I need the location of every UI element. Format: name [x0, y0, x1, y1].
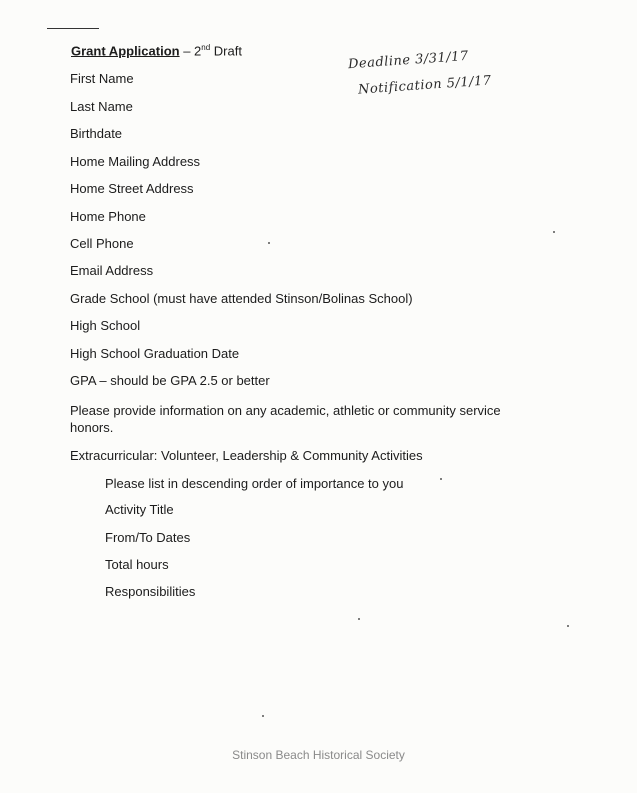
field-grade-school: Grade School (must have attended Stinson/Bolinas School) [70, 291, 413, 306]
title-rest-suffix: Draft [210, 43, 242, 59]
subfield-activity-title: Activity Title [105, 502, 174, 517]
field-first-name: First Name [70, 71, 134, 86]
top-rule [47, 28, 99, 29]
handwritten-deadline: Deadline 3/31/17 [347, 48, 470, 73]
subfield-instructions: Please list in descending order of importance to you [105, 476, 404, 491]
title-main: Grant Application [71, 43, 180, 59]
scan-speck [553, 231, 555, 233]
field-graduation-date: High School Graduation Date [70, 346, 240, 361]
subfield-responsibilities: Responsibilities [105, 584, 196, 599]
subfield-from-to-dates: From/To Dates [105, 530, 191, 545]
field-home-street-address: Home Street Address [70, 181, 194, 196]
field-extracurricular: Extracurricular: Volunteer, Leadership & Community Activities [70, 448, 423, 463]
scan-speck [268, 242, 270, 244]
field-cell-phone: Cell Phone [70, 236, 134, 251]
handwritten-notification: Notification 5/1/17 [357, 73, 493, 98]
field-high-school: High School [70, 318, 141, 333]
field-birthdate: Birthdate [70, 126, 123, 141]
field-honors: Please provide information on any academic, athletic or community service honors. [70, 403, 501, 435]
field-home-phone: Home Phone [70, 209, 146, 224]
title-superscript: nd [201, 43, 211, 52]
title-rest-prefix: – 2 [179, 43, 202, 59]
scan-speck [567, 625, 569, 627]
field-email-address: Email Address [70, 263, 154, 278]
scan-speck [262, 715, 264, 717]
subfield-total-hours: Total hours [105, 557, 169, 572]
footer-organization: Stinson Beach Historical Society [232, 748, 405, 762]
field-home-mailing-address: Home Mailing Address [70, 154, 201, 169]
form-title [71, 43, 242, 58]
scan-speck [440, 478, 442, 480]
scan-speck [358, 618, 360, 620]
field-last-name: Last Name [70, 99, 133, 114]
field-gpa: GPA – should be GPA 2.5 or better [70, 373, 270, 388]
